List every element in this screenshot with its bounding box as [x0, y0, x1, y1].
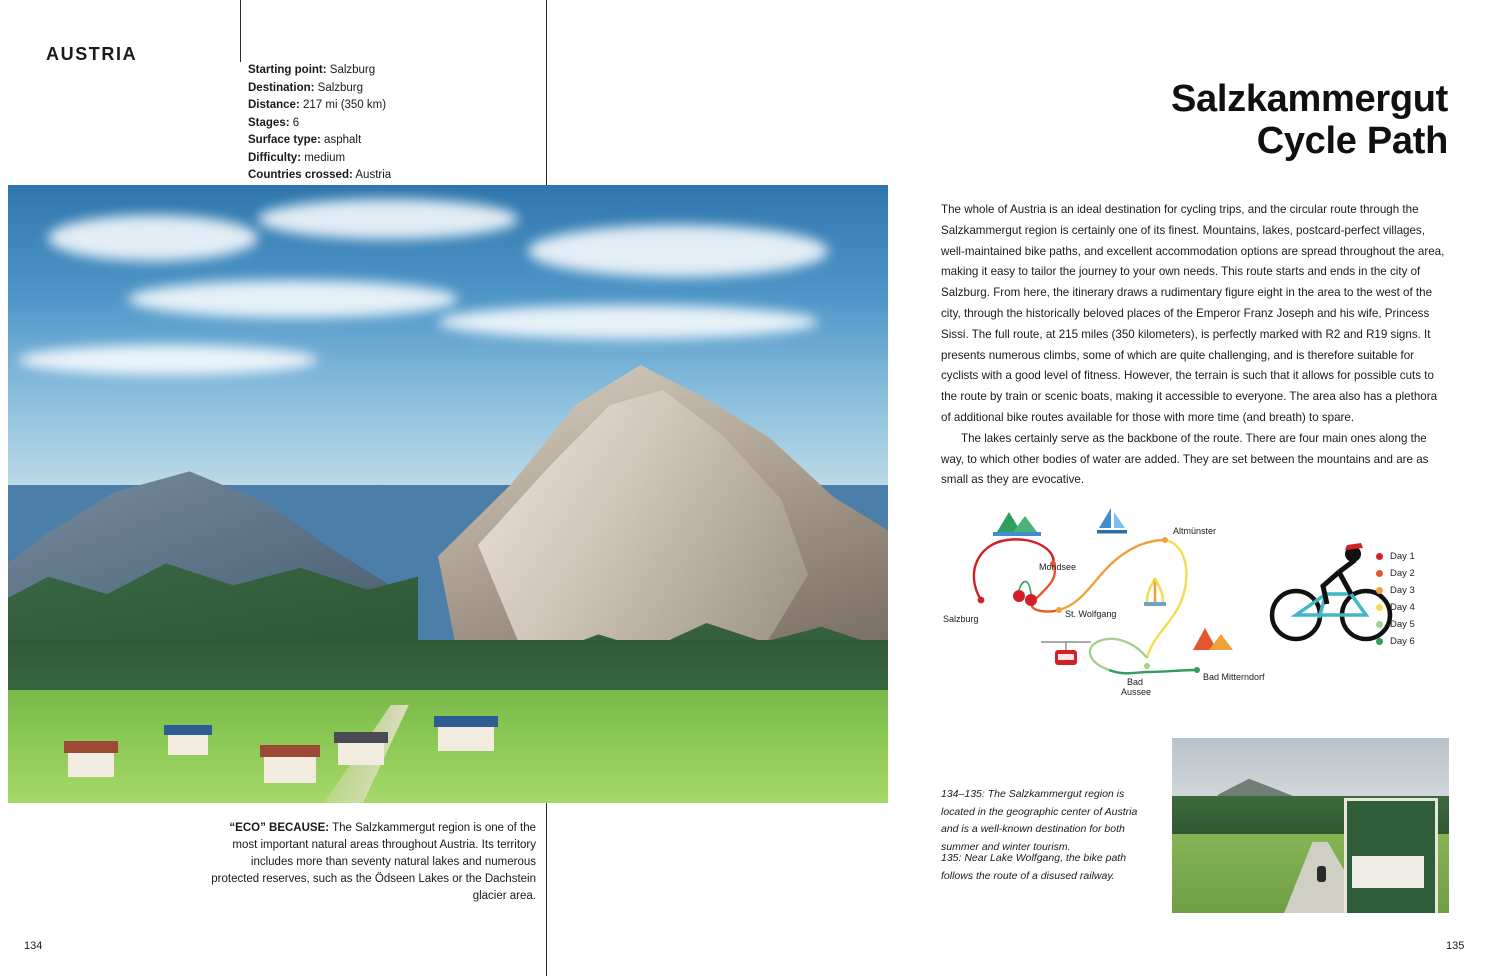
factsheet-key: Countries crossed: — [248, 169, 353, 181]
eco-because-caption — [206, 820, 536, 905]
factsheet-row — [248, 62, 538, 80]
legend-swatch-day3 — [1376, 587, 1383, 594]
legend-label-day1: Day 1 — [1390, 551, 1415, 562]
house-roof — [164, 725, 212, 735]
factsheet-value: Salzburg — [326, 64, 376, 76]
mountain-icon — [993, 512, 1041, 536]
photo-sign-plate — [1352, 856, 1424, 888]
legend-label-day6: Day 6 — [1390, 636, 1415, 647]
factsheet-value: 217 mi (350 km) — [299, 99, 387, 111]
route-day6 — [1109, 670, 1197, 673]
photo-caption-b: 135: Near Lake Wolfgang, the bike path follows the route of a disused railway. — [941, 852, 1127, 882]
page-number-left: 134 — [24, 940, 43, 952]
factsheet-row — [248, 150, 538, 168]
map-node-bad-mitterndorf — [1194, 667, 1200, 673]
article-body — [941, 200, 1449, 491]
factsheet-key: Difficulty: — [248, 151, 302, 164]
cloud-shape — [528, 225, 828, 277]
page-number-right: 135 — [1446, 940, 1465, 952]
factsheet-key: Starting point: — [248, 64, 327, 76]
cyclist-icon — [1272, 543, 1390, 639]
map-node-st-wolfgang — [1056, 607, 1062, 613]
eco-text: The Salzkammergut region is one of the most important natural areas throughout Austria. Its territory includes more than seventy natural lakes and numerous protected reserves, such as the Ödseen Lakes or the Dachstein glacier area. — [211, 822, 536, 902]
factsheet-key: Stages: — [248, 116, 290, 129]
page-title — [940, 78, 1448, 162]
cherries-icon — [1013, 581, 1037, 606]
factsheet-row — [248, 115, 538, 133]
route-day4 — [1147, 540, 1186, 658]
factsheet-value: asphalt — [320, 134, 362, 146]
sailboat-icon — [1097, 508, 1127, 534]
map-node-salzburg — [978, 597, 985, 604]
house-roof — [260, 745, 320, 757]
country-label: AUSTRIA — [46, 44, 138, 64]
factsheet-value: medium — [301, 151, 346, 164]
landscape-photo — [8, 185, 888, 803]
factsheet-key: Distance: — [248, 99, 300, 111]
route-factsheet — [248, 62, 538, 185]
title-line-2: Cycle Path — [1256, 120, 1448, 162]
legend-swatch-day2 — [1376, 570, 1383, 577]
fountain-icon — [1144, 578, 1166, 606]
legend-item — [1376, 565, 1456, 582]
cloud-shape — [128, 280, 458, 318]
cloud-shape — [48, 215, 258, 261]
map-label-bad-aussee: Bad — [1127, 677, 1144, 687]
legend-label-day3: Day 3 — [1390, 585, 1415, 596]
route-map — [941, 500, 1449, 730]
body-paragraph-1: The whole of Austria is an ideal destination for cycling trips, and the circular route through the Salzkammergut region is certainly one of its finest. Mountains, lakes, postcard-perfect villages, well-maintained bike paths, and excellent accommodation options are spread throughout the area, making it easy to tailor the journey to your own needs. This route starts and ends in the city of Salzburg. From here, the itinerary draws a rudimentary figure eight in the area to the west of the city, through the historically beloved places of the Emperor Franz Joseph and his wife, Princess Sissi. The full route, at 215 miles (350 kilometers), is perfectly marked with R2 and R19 signs. It presents numerous climbs, some of which are quite challenging, and is therefore suitable for cyclists with a good level of fitness. However, the terrain is such that it allows for possible cuts to the route by train or scenic boats, making it accessible to everyone. The area also has a plethora of additional bike routes available for those with more time (and breath) to spare. — [941, 203, 1445, 424]
photo-cyclist — [1317, 866, 1326, 882]
factsheet-row — [248, 97, 538, 115]
legend-item — [1376, 633, 1456, 650]
cloud-shape — [18, 345, 318, 375]
factsheet-row — [248, 132, 538, 150]
house-roof — [334, 732, 388, 743]
legend-swatch-day1 — [1376, 553, 1383, 560]
legend-swatch-day5 — [1376, 621, 1383, 628]
eco-label: “ECO” BECAUSE: — [229, 822, 330, 834]
legend-label-day5: Day 5 — [1390, 619, 1415, 630]
factsheet-value: Salzburg — [314, 81, 364, 94]
factsheet-row — [248, 80, 538, 98]
village-house — [68, 751, 114, 777]
legend-label-day4: Day 4 — [1390, 602, 1415, 613]
legend-item — [1376, 616, 1456, 633]
photo-caption-a: 134–135: The Salzkammergut region is located in the geographic center of Austria and is a well-known destination for both summer and winter tourism. — [941, 788, 1138, 853]
map-node-bad-aussee — [1144, 663, 1150, 669]
village-house — [438, 725, 494, 751]
header-divider-rule — [240, 0, 241, 62]
cloud-shape — [258, 199, 518, 239]
house-roof — [64, 741, 118, 753]
house-roof — [434, 716, 498, 727]
factsheet-value: 6 — [289, 116, 300, 129]
village-house — [168, 733, 208, 755]
map-label-bad-mitterndorf: Bad Mitterndorf — [1203, 672, 1265, 682]
map-label-salzburg: Salzburg — [943, 614, 979, 624]
map-label-st-wolfgang: St. Wolfgang — [1065, 609, 1117, 619]
legend-label-day2: Day 2 — [1390, 568, 1415, 579]
map-legend — [1376, 548, 1456, 650]
route-map-svg — [941, 500, 1449, 730]
meadow-foreground — [8, 745, 888, 803]
legend-swatch-day4 — [1376, 604, 1383, 611]
footer-divider-rule — [546, 920, 547, 976]
legend-item — [1376, 548, 1456, 565]
legend-item — [1376, 599, 1456, 616]
map-label-bad-aussee-2: Aussee — [1121, 687, 1152, 697]
factsheet-key: Surface type: — [248, 134, 321, 146]
route-day5 — [1090, 639, 1147, 670]
map-label-mondsee: Mondsee — [1039, 562, 1077, 572]
village-house — [264, 755, 316, 783]
route-day3 — [1059, 540, 1165, 610]
body-paragraph-2: The lakes certainly serve as the backbone of the route. There are four main ones along the way, to which other bodies of water are added. They are set between the mountains and are as small as they are evocative. — [941, 431, 1429, 487]
legend-item — [1376, 582, 1456, 599]
factsheet-value: Austria — [352, 169, 392, 181]
factsheet-row — [248, 167, 538, 185]
village-house — [338, 741, 384, 765]
factsheet-key: Destination: — [248, 81, 315, 94]
cloud-shape — [438, 305, 818, 339]
alps-icon — [1193, 628, 1233, 650]
title-line-1: Salzkammergut — [1171, 78, 1448, 120]
map-node-altmuenster — [1162, 537, 1168, 543]
cable-car-icon — [1041, 642, 1091, 665]
legend-swatch-day6 — [1376, 638, 1383, 645]
bike-path-photo — [1172, 738, 1449, 913]
map-label-altmuenster: Altmünster — [1173, 526, 1217, 536]
